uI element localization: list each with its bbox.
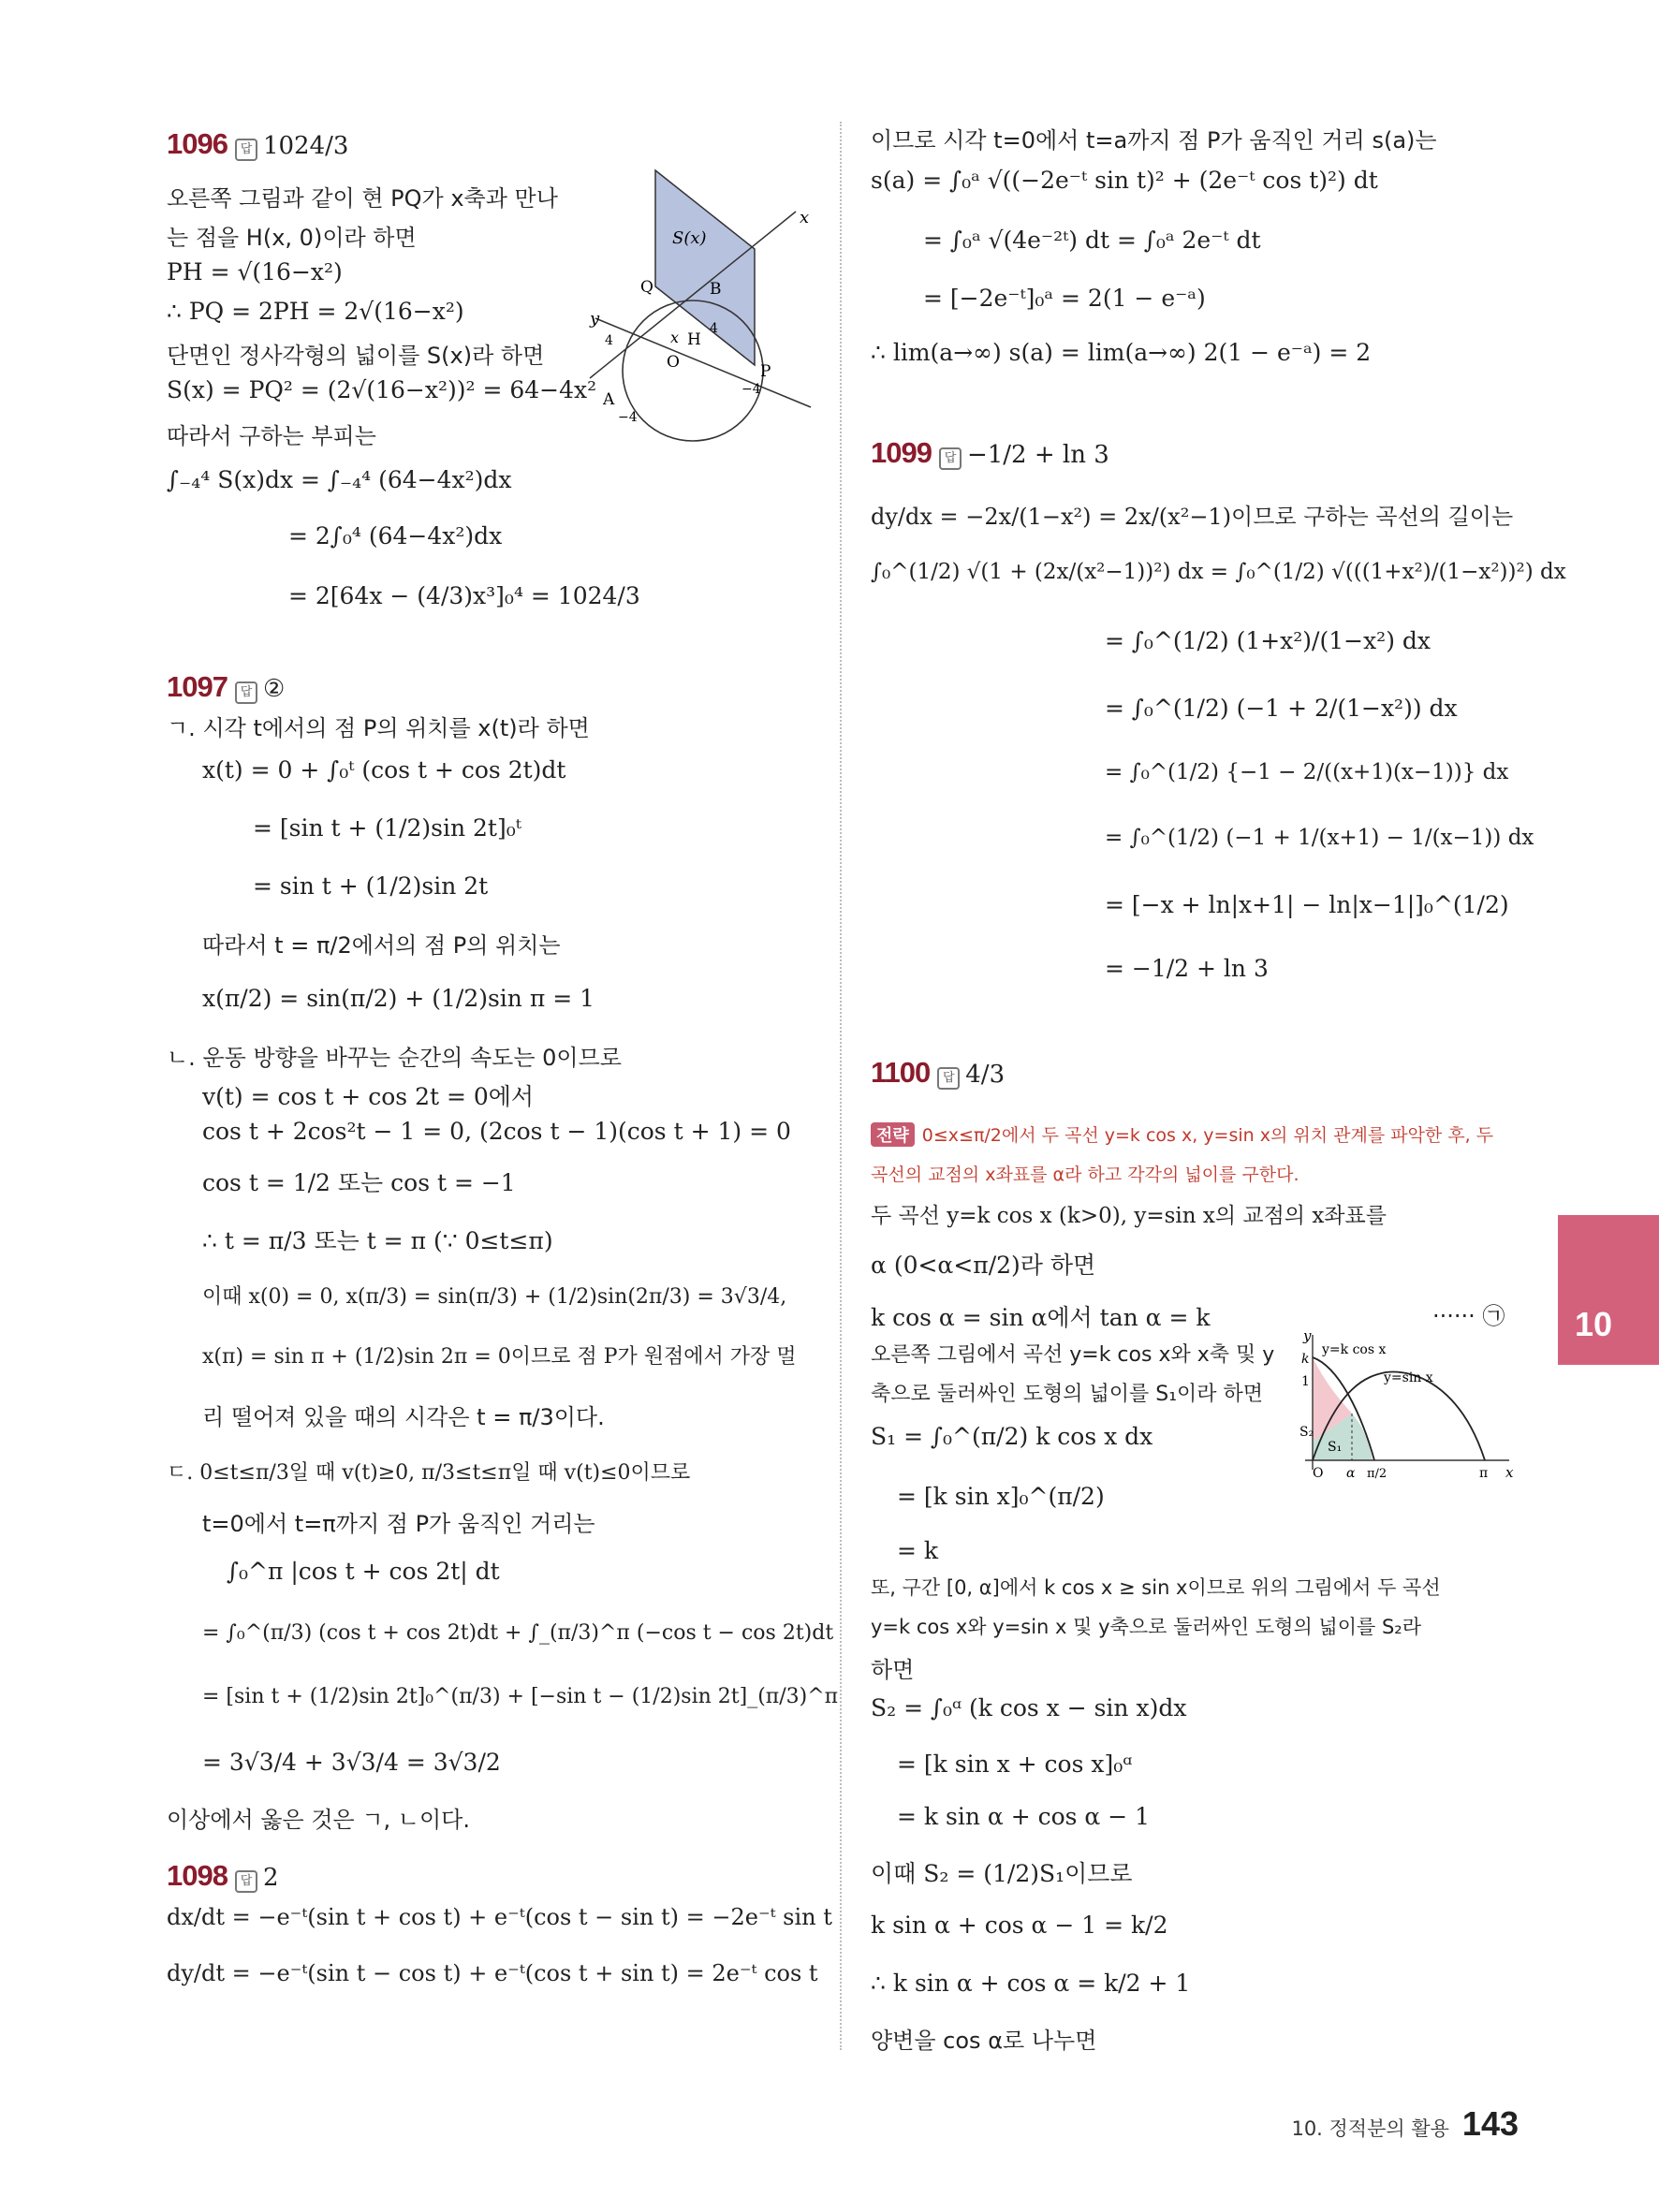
label-neg4-x: −4	[741, 382, 761, 397]
answer-badge: 답	[939, 447, 962, 470]
math-line: = [−x + ln|x+1| − ln|x−1|]₀^(1/2)	[1105, 891, 1509, 918]
math-line: k sin α + cos α − 1 = k/2	[871, 1912, 1168, 1939]
strategy-line	[871, 1121, 1493, 1147]
solid-figure	[590, 168, 822, 440]
label-o: O	[667, 353, 680, 372]
math-line: ㄷ. 0≤t≤π/3일 때 v(t)≥0, π/3≤t≤π일 때 v(t)≤0이므로	[167, 1461, 691, 1485]
math-line: = ∫₀^(π/3) (cos t + cos 2t)dt + ∫_(π/3)^π (−cos t − cos 2t)dt	[202, 1621, 834, 1645]
text-line: 오른쪽 그림에서 곡선 y=k cos x와 x축 및 y	[871, 1343, 1275, 1367]
label-h: H	[687, 330, 701, 349]
label-x-axis: x	[800, 208, 810, 227]
text-line: 는 점을 H(x, 0)이라 하면	[167, 225, 417, 251]
math-line: ∴ t = π/3 또는 t = π (∵ 0≤t≤π)	[202, 1227, 553, 1254]
label-neg4-y: −4	[618, 410, 638, 425]
math-line: dy/dx = −2x/(1−x²) = 2x/(x²−1)이므로 구하는 곡선의 길이는	[871, 504, 1514, 530]
answer-value: ②	[262, 675, 286, 703]
problem-number: 1098	[167, 1859, 228, 1892]
problem-1098	[167, 1859, 279, 1893]
math-line: ∫₀^π |cos t + cos 2t| dt	[227, 1558, 500, 1585]
math-line: = 2[64x − (4/3)x³]₀⁴ = 1024/3	[288, 582, 640, 609]
label-q: Q	[640, 278, 653, 297]
label-y-axis: y	[1303, 1327, 1312, 1344]
math-line: x(t) = 0 + ∫₀ᵗ (cos t + cos 2t)dt	[202, 756, 566, 784]
math-line: cos t + 2cos²t − 1 = 0, (2cos t − 1)(cos t + 1) = 0	[202, 1118, 791, 1145]
label-x-point: x	[670, 329, 680, 346]
answer-value: 2	[262, 1864, 279, 1892]
label-pi2: π/2	[1367, 1467, 1387, 1481]
math-line: = [−2e⁻ᵗ]₀ᵃ = 2(1 − e⁻ᵃ)	[923, 285, 1206, 312]
math-line: = ∫₀^(1/2) {−1 − 2/((x+1)(x−1))} dx	[1105, 760, 1509, 784]
math-line: = ∫₀ᵃ √(4e⁻²ᵗ) dt = ∫₀ᵃ 2e⁻ᵗ dt	[923, 227, 1261, 254]
math-line: = ∫₀^(1/2) (1+x²)/(1−x²) dx	[1105, 627, 1431, 654]
text-line: 또, 구간 [0, α]에서 k cos x ≥ sin x이므로 위의 그림에서 두 곡선	[871, 1576, 1441, 1599]
strategy-tag: 전략	[871, 1122, 915, 1147]
label-a: A	[603, 390, 615, 409]
math-line: 이때 x(0) = 0, x(π/3) = sin(π/3) + (1/2)sin(2π/3) = 3√3/4,	[202, 1285, 787, 1309]
chapter-tab-label: 10	[1575, 1305, 1613, 1343]
math-line: PH = √(16−x²)	[167, 258, 343, 286]
label-x-axis: x	[1505, 1464, 1514, 1481]
problem-number: 1097	[167, 670, 228, 703]
math-line: 이때 S₂ = (1/2)S₁이므로	[871, 1860, 1133, 1887]
label-o: O	[1313, 1466, 1324, 1481]
math-line: S(x) = PQ² = (2√(16−x²))² = 64−4x²	[167, 376, 597, 403]
problem-1100	[871, 1056, 1005, 1090]
text-line: t=0에서 t=π까지 점 P가 움직인 거리는	[202, 1511, 595, 1537]
page-number: 143	[1461, 2104, 1519, 2143]
label-four-y: 4	[605, 333, 613, 348]
label-sx: S(x)	[672, 228, 707, 248]
text-line: 축으로 둘러싸인 도형의 넓이를 S₁이라 하면	[871, 1383, 1264, 1406]
strategy-text: 곡선의 교점의 x좌표를 α라 하고 각각의 넓이를 구한다.	[871, 1165, 1299, 1185]
math-line: = 2∫₀⁴ (64−4x²)dx	[288, 522, 503, 549]
math-line: = [sin t + (1/2)sin 2t]₀ᵗ	[253, 814, 521, 842]
math-line: ∴ lim(a→∞) s(a) = lim(a→∞) 2(1 − e⁻ᵃ) = 2	[871, 339, 1372, 366]
label-four-x: 4	[710, 321, 718, 336]
label-s2: S₂	[1299, 1425, 1314, 1440]
math-line: = −1/2 + ln 3	[1105, 955, 1269, 982]
math-line: α (0<α<π/2)라 하면	[871, 1252, 1096, 1279]
problem-number: 1100	[871, 1056, 931, 1089]
equation-marker: ······ ㉠	[1432, 1303, 1505, 1329]
math-line: 두 곡선 y=k cos x (k>0), y=sin x의 교점의 x좌표를	[871, 1204, 1387, 1228]
text-line: 양변을 cos α로 나누면	[871, 2028, 1097, 2054]
math-line: cos t = 1/2 또는 cos t = −1	[202, 1169, 516, 1196]
math-line: dx/dt = −e⁻ᵗ(sin t + cos t) + e⁻ᵗ(cos t − sin t) = −2e⁻ᵗ sin t	[167, 1904, 832, 1930]
math-line: ∫₀^(1/2) √(1 + (2x/(x²−1))²) dx = ∫₀^(1/2) √(((1+x²)/(1−x²))²) dx	[871, 560, 1566, 584]
label-p: P	[760, 362, 771, 381]
chapter-label: 10. 정적분의 활용	[1291, 2117, 1449, 2140]
math-line: = ∫₀^(1/2) (−1 + 1/(x+1) − 1/(x−1)) dx	[1105, 826, 1534, 850]
math-line: = [k sin x + cos x]₀ᵅ	[897, 1751, 1133, 1778]
problem-number: 1096	[167, 127, 228, 160]
text-line: 오른쪽 그림과 같이 현 PQ가 x축과 만나	[167, 185, 558, 212]
math-line: S₂ = ∫₀ᵅ (k cos x − sin x)dx	[871, 1694, 1187, 1721]
base-circle	[623, 300, 763, 441]
math-line: ∴ k sin α + cos α = k/2 + 1	[871, 1970, 1191, 1997]
label-sin: y=sin x	[1384, 1370, 1433, 1385]
label-kcos: y=k cos x	[1322, 1342, 1387, 1357]
math-line: dy/dt = −e⁻ᵗ(sin t − cos t) + e⁻ᵗ(cos t + sin t) = 2e⁻ᵗ cos t	[167, 1960, 818, 1986]
label-y-axis: y	[590, 309, 600, 329]
column-divider	[840, 122, 842, 2050]
curves-figure	[1301, 1329, 1517, 1479]
text-line: 이므로 시각 t=0에서 t=a까지 점 P가 움직인 거리 s(a)는	[871, 127, 1437, 154]
problem-1097	[167, 670, 285, 704]
math-line: x(π) = sin π + (1/2)sin 2π = 0이므로 점 P가 원점에서 가장 멀	[202, 1345, 797, 1369]
answer-badge: 답	[235, 681, 257, 704]
math-line: = k	[897, 1537, 939, 1564]
text-line: 단면인 정사각형의 넓이를 S(x)라 하면	[167, 343, 545, 369]
answer-value: 1024/3	[262, 132, 349, 160]
answer-badge: 답	[235, 139, 257, 161]
answer-value: 4/3	[965, 1061, 1006, 1089]
math-line: s(a) = ∫₀ᵃ √((−2e⁻ᵗ sin t)² + (2e⁻ᵗ cos t)²) dt	[871, 167, 1378, 194]
math-line: = 3√3/4 + 3√3/4 = 3√3/2	[202, 1749, 501, 1776]
page-footer	[1291, 2104, 1519, 2144]
text-line: 하면	[871, 1657, 915, 1683]
math-line: = [sin t + (1/2)sin 2t]₀^(π/3) + [−sin t − (1/2)sin 2t]_(π/3)^π	[202, 1685, 839, 1708]
math-line: S₁ = ∫₀^(π/2) k cos x dx	[871, 1423, 1153, 1450]
math-line: = k sin α + cos α − 1	[897, 1803, 1151, 1830]
math-line: v(t) = cos t + cos 2t = 0에서	[202, 1083, 535, 1110]
text-line: 이상에서 옳은 것은 ㄱ, ㄴ이다.	[167, 1807, 470, 1833]
answer-badge: 답	[235, 1870, 257, 1893]
math-line: ∴ PQ = 2PH = 2√(16−x²)	[167, 298, 464, 325]
math-line: x(π/2) = sin(π/2) + (1/2)sin π = 1	[202, 985, 595, 1012]
label-pi: π	[1479, 1466, 1489, 1481]
label-s1: S₁	[1328, 1440, 1343, 1455]
math-line: = ∫₀^(1/2) (−1 + 2/(1−x²)) dx	[1105, 695, 1458, 722]
answer-value: −1/2 + ln 3	[966, 441, 1109, 469]
problem-1099	[871, 436, 1109, 470]
strategy-text: 0≤x≤π/2에서 두 곡선 y=k cos x, y=sin x의 위치 관계를 파악한 후, 두	[921, 1125, 1494, 1146]
answer-badge: 답	[937, 1067, 960, 1090]
math-line: = sin t + (1/2)sin 2t	[253, 872, 489, 900]
label-k: k	[1301, 1352, 1310, 1367]
label-alpha: α	[1346, 1466, 1356, 1481]
y-axis-line	[595, 318, 811, 407]
text-line: 리 떨어져 있을 때의 시각은 t = π/3이다.	[202, 1404, 605, 1430]
label-one: 1	[1301, 1374, 1310, 1389]
label-b: B	[710, 280, 722, 299]
text-line: 따라서 구하는 부피는	[167, 423, 376, 449]
text-line: 따라서 t = π/2에서의 점 P의 위치는	[202, 932, 561, 959]
problem-number: 1099	[871, 436, 932, 469]
text-line: ㄱ. 시각 t에서의 점 P의 위치를 x(t)라 하면	[167, 715, 590, 741]
math-line: ∫₋₄⁴ S(x)dx = ∫₋₄⁴ (64−4x²)dx	[167, 466, 512, 493]
text-line: ㄴ. 운동 방향을 바꾸는 순간의 속도는 0이므로	[167, 1045, 622, 1071]
math-line: k cos α = sin α에서 tan α = k	[871, 1304, 1211, 1331]
chapter-tab	[1558, 1215, 1659, 1365]
problem-1096	[167, 127, 348, 161]
text-line: y=k cos x와 y=sin x 및 y축으로 둘러싸인 도형의 넓이를 S₂라	[871, 1616, 1421, 1638]
math-line: = [k sin x]₀^(π/2)	[897, 1483, 1105, 1510]
